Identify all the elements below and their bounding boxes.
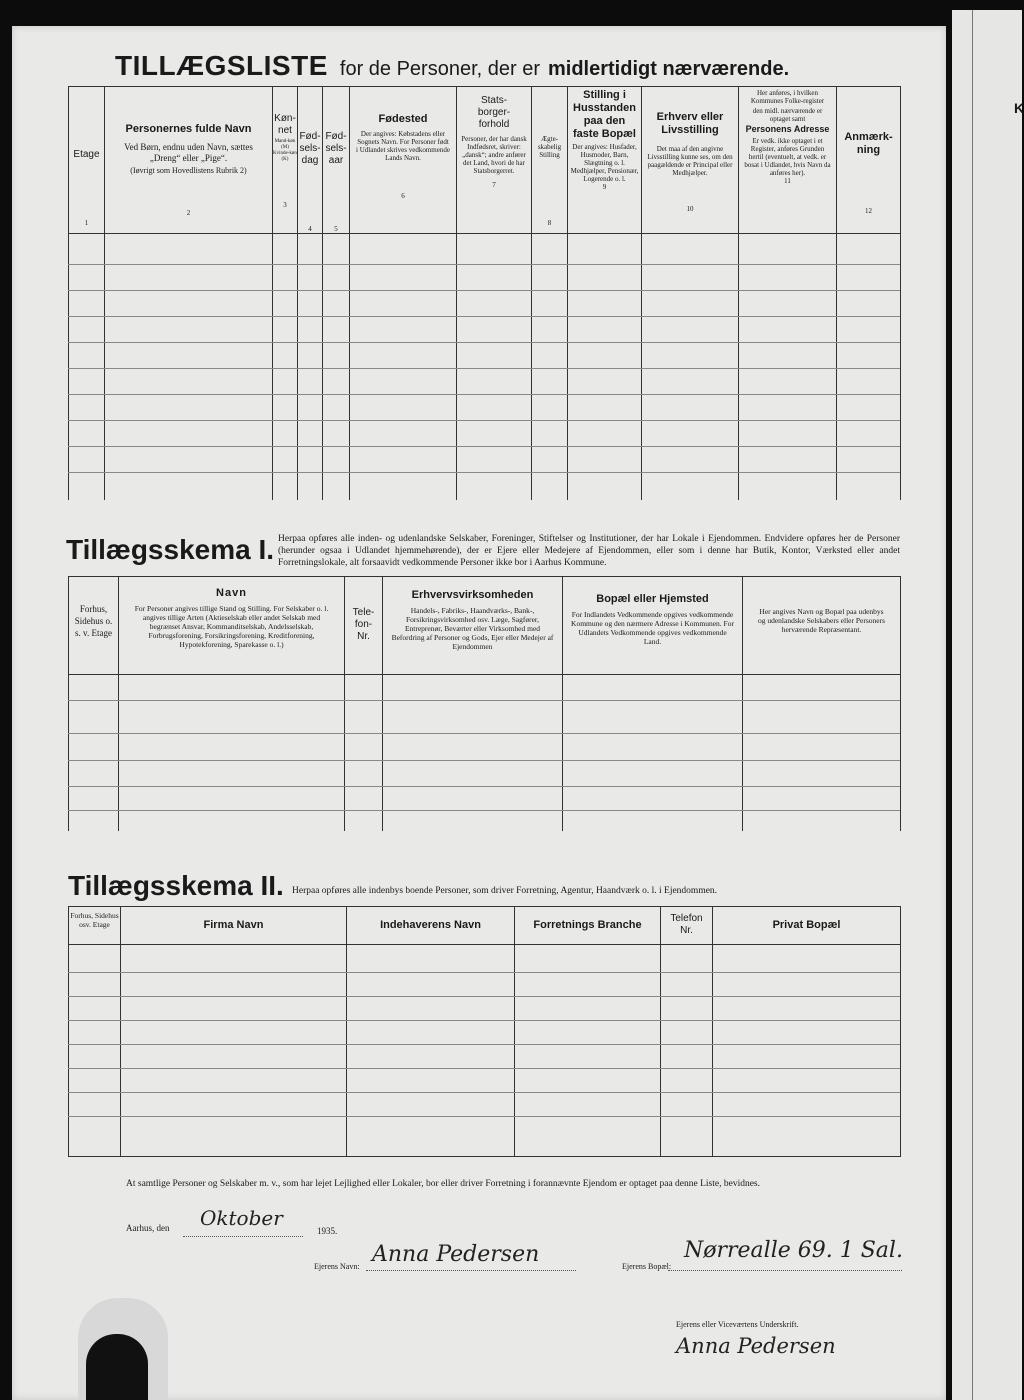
s2-col-address: Privat Bopæl: [713, 907, 901, 945]
s1-col-etage: Forhus, Sidehus o. s. v. Etage: [69, 577, 119, 675]
place-label: Aarhus, den: [126, 1223, 170, 1233]
col-etage: Etage 1: [69, 87, 105, 234]
skema1-intro: Herpaa opføres alle inden- og udenlandske Selskaber, Foreninger, Stiftelser og Institutioner, der har Lokale i Ejendommen. Endvidere opføres her de Personer (herunder ogsaa i Udlandet hjemmehørende), der er Ejere eller Medejere af Ejendommen, eller som i denne har Butik, Kontor, Værksted eller andet Forretningslokale, alt forsaavidt vedkommende Personer ikke bor i Aarhus Kommune.: [278, 534, 900, 568]
col-birthplace: Fødested Der angives: Købstadens eller Sognets Navn. For Personer født i Udlandet skrives vedkommende Lands Navn. 6: [350, 87, 457, 234]
col-birthday: Fød-sels-dag 4: [298, 87, 323, 234]
s1-col-phone: Tele-fon-Nr.: [345, 577, 383, 675]
s2-col-phone: Telefon Nr.: [661, 907, 713, 945]
owner-name-handwritten: Anna Pedersen: [372, 1242, 540, 1267]
title-normal: for de Personer, der er: [339, 58, 540, 80]
s1-col-business: Erhvervsvirksomheden Handels-, Fabriks-, Haandværks-, Bank-, Forsikringsvirksomhed osv. Læge, Sagfører, Entreprenør, Beværter eller Virksomhed med Befordring af Personer og Gods, Ejer eller Medejer af Ejendommen: [383, 577, 563, 675]
owner-address-label: Ejerens Bopæl:: [622, 1262, 672, 1271]
col-birthyear: Fød-sels-aar 5: [323, 87, 350, 234]
col-household-position: Stilling i Husstanden paa den faste Bopæl Der angives: Husfader, Husmoder, Barn, Slægtning o. l. Medhjælper, Pensionær, Logerende o. l. 9: [568, 87, 642, 234]
owner-address-handwritten: Nørrealle 69. 1 Sal.: [684, 1238, 903, 1263]
s1-col-name: Navn For Personer angives tillige Stand og Stilling. For Selskaber o. l. angives tillige Arten (Aktieselskab eller andet Selskab med begrænset Ansvar, Kommanditselskab, Andelsselskab, Forbrugsforening, Forsikringsforening, Kreditforening, Hypotekforening, Sparekasse o. l.): [119, 577, 345, 675]
declaration-text: At samtlige Personer og Selskaber m. v., som har lejet Lejlighed eller Lokaler, bor eller driver Forretning i forannævnte Ejendom er optaget paa denne Liste, bevidnes.: [126, 1179, 760, 1189]
skema2-intro: Herpaa opføres alle indenbys boende Personer, som driver Forretning, Agentur, Haandværk o. l. i Ejendommen.: [292, 886, 718, 896]
owner-name-label: Ejerens Navn:: [314, 1262, 360, 1271]
title-bold: midlertidigt nærværende.: [548, 58, 790, 80]
col-gender: Køn-net Mand-køn (M) Kvinde-køn (K) 3: [273, 87, 298, 234]
adjacent-page-letter: K: [1014, 100, 1024, 116]
date-handwritten: Oktober: [200, 1206, 283, 1230]
signature-handwritten: Anna Pedersen: [676, 1334, 836, 1358]
year: 1935.: [317, 1226, 338, 1236]
binding-clip-dark: [86, 1334, 148, 1400]
signature-label: Ejerens eller Viceværtens Underskrift.: [676, 1320, 799, 1329]
s2-col-firm: Firma Navn: [121, 907, 347, 945]
skema2-title: Tillægsskema II.: [68, 870, 284, 901]
adjacent-page: [952, 10, 1022, 1400]
skema2-table: [68, 906, 901, 1157]
form-title: [115, 50, 905, 84]
s2-col-etage: Forhus, Sidehus osv. Etage: [69, 907, 121, 945]
col-citizenship: Stats-borger-forhold Personer, der har dansk Indfødsret, skriver: „dansk“; andre anfører det Land, hvori de har Statsborgerret. 7: [457, 87, 532, 234]
col-name: Personernes fulde Navn Ved Børn, endnu uden Navn, sættes „Dreng“ eller „Pige“. (Iøvrigt som Hovedlistens Rubrik 2) 2: [105, 87, 273, 234]
table1-header-row: [69, 87, 901, 234]
s1-col-residence: Bopæl eller Hjemsted For Indlandets Vedkommende opgives vedkommende Kommune og den nærmere Adresse i Kommunen. For Udlandets Vedkommende opgives vedkommende Land.: [563, 577, 743, 675]
col-remarks: Anmærk-ning 12: [837, 87, 901, 234]
s2-col-owner: Indehaverens Navn: [347, 907, 515, 945]
s1-col-representative: Her angives Navn og Bopæl paa udenbys og udenlandske Selskabers eller Personers herværende Repræsentant.: [743, 577, 901, 675]
skema1-table: [68, 576, 901, 831]
main-person-table: [68, 86, 901, 500]
col-marital: Ægte-skabelig Stilling 8: [532, 87, 568, 234]
table1-body: [69, 234, 901, 500]
col-occupation: Erhverv eller Livsstilling Det maa af den angivne Livsstilling kunne ses, om den paagældende er Principal eller Medhjælper. 10: [642, 87, 739, 234]
title-main: TILLÆGSLISTE: [115, 50, 328, 81]
s2-col-branch: Forretnings Branche: [515, 907, 661, 945]
col-register-address: Her anføres, i hvilken Kommunes Folke-register den midl. nærværende er optaget samt Personens Adresse Er vedk. ikke optaget i et Register, anføres Grunden hertil (eventuelt, at vedk. er bosat i Udlandet, hvis Navn da anføres her). 11: [739, 87, 837, 234]
skema1-title: Tillægsskema I.: [66, 534, 275, 565]
